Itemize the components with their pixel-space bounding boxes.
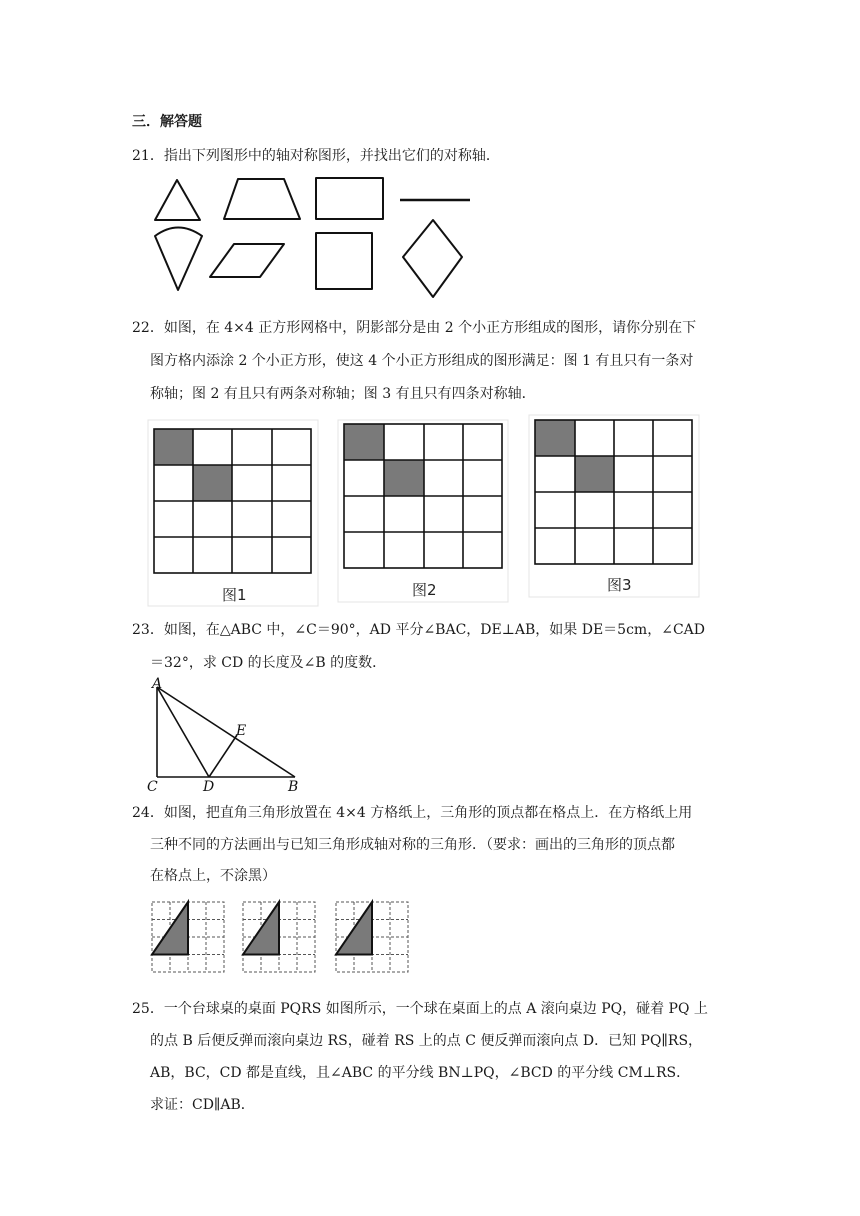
question-25-line-1: 25．一个台球桌的桌面 PQRS 如图所示，一个球在桌面上的点 A 滚向桌边 PQ，碰着 PQ 上 — [132, 1001, 708, 1017]
parallelogram-shape — [210, 244, 284, 277]
section-heading: 三．解答题 — [132, 114, 202, 130]
question-23-line-2: ＝32°，求 CD 的长度及∠B 的度数． — [150, 655, 387, 671]
point-c-label: C — [147, 779, 158, 795]
question-21-text: 21．指出下列图形中的轴对称图形，并找出它们的对称轴． — [132, 148, 500, 164]
dashed-grid-figure-1 — [150, 900, 226, 974]
dashed-grid-figure-2 — [241, 900, 317, 974]
question-25-line-2: 的点 B 后便反弹而滚向桌边 RS，碰着 RS 上的点 C 便反弹而滚向点 D．已知 PQ∥RS， — [150, 1033, 703, 1049]
triangle-abc-figure — [143, 675, 313, 795]
shaded-cell — [384, 460, 424, 496]
question-25-line-3: AB，BC，CD 都是直线，且∠ABC 的平分线 BN⊥PQ，∠BCD 的平分线 CM⊥RS． — [150, 1065, 691, 1081]
square-shape — [316, 233, 372, 289]
question-22-line-1: 22．如图，在 4×4 正方形网格中，阴影部分是由 2 个小正方形组成的图形，请你分别在下 — [132, 320, 697, 336]
q21-shapes-figure — [148, 172, 474, 300]
grid-figure-3 — [529, 415, 699, 597]
dashed-grid-figure-3 — [334, 900, 410, 974]
shaded-cell — [344, 424, 384, 460]
question-24-line-3: 在格点上，不涂黑） — [150, 868, 276, 884]
question-23-line-1: 23．如图，在△ABC 中，∠C＝90°，AD 平分∠BAC，DE⊥AB，如果 DE＝5cm，∠CAD — [132, 622, 705, 638]
point-d-label: D — [203, 779, 215, 795]
question-22-line-3: 称轴；图 2 有且只有两条对称轴；图 3 有且只有四条对称轴． — [150, 386, 536, 402]
triangle-shape — [155, 180, 200, 220]
rectangle-shape — [316, 178, 383, 219]
sector-shape — [155, 228, 202, 291]
shaded-cell — [193, 465, 232, 501]
figure-1-label: 图1 — [222, 586, 247, 604]
grid-figure-1 — [148, 420, 318, 606]
shaded-cell — [575, 456, 614, 492]
figure-3-label: 图3 — [607, 576, 632, 594]
shaded-cell — [535, 420, 575, 456]
shaded-cell — [154, 429, 193, 465]
question-22-line-2: 图方格内添涂 2 个小正方形，使这 4 个小正方形组成的图形满足：图 1 有且只有一条对 — [150, 353, 694, 369]
figure-2-label: 图2 — [412, 581, 437, 599]
trapezoid-shape — [224, 179, 300, 219]
point-b-label: B — [288, 779, 299, 795]
question-24-line-1: 24．如图，把直角三角形放置在 4×4 方格纸上，三角形的顶点都在格点上．在方格纸上用 — [132, 805, 693, 821]
point-e-label: E — [236, 723, 247, 739]
rhombus-shape — [403, 220, 462, 297]
grid-figure-2 — [338, 420, 508, 602]
question-24-line-2: 三种不同的方法画出与已知三角形成轴对称的三角形．（要求：画出的三角形的顶点都 — [150, 837, 675, 853]
question-25-line-4: 求证：CD∥AB． — [150, 1097, 255, 1113]
point-a-label: A — [152, 676, 163, 692]
